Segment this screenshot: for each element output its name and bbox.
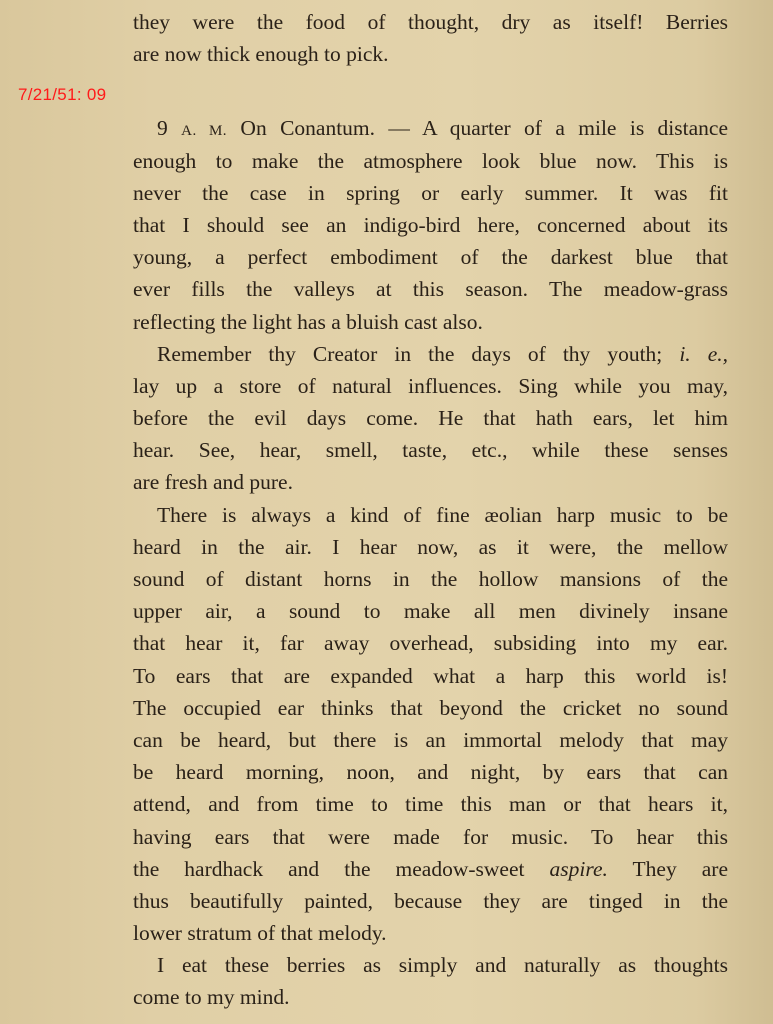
- text-line: be heard morning, noon, and night, by ears that can: [133, 760, 728, 785]
- text-line: ever fills the valleys at this season. The meadow-grass: [133, 277, 728, 302]
- paragraph-first-line: 9 A. M. On Conantum. — A quarter of a mile is distance: [157, 116, 728, 141]
- text-line: they were the food of thought, dry as itself! Berries: [133, 10, 728, 34]
- text-line: upper air, a sound to make all men divinely insane: [133, 599, 728, 624]
- paragraph-first-line: I eat these berries as simply and naturally as thoughts: [157, 953, 728, 978]
- page-text: [133, 6, 728, 1014]
- text-line: reflecting the light has a bluish cast also.: [133, 309, 483, 334]
- text-line: lay up a store of natural influences. Sing while you may,: [133, 373, 728, 398]
- text-line: To ears that are expanded what a harp this world is!: [133, 663, 728, 688]
- text-line: can be heard, but there is an immortal melody that may: [133, 727, 728, 752]
- text-line: hear. See, hear, smell, taste, etc., while these senses: [133, 438, 728, 463]
- text-line: are now thick enough to pick.: [133, 42, 389, 67]
- text-line: never the case in spring or early summer. It was fit: [133, 180, 728, 205]
- text-line: are fresh and pure.: [133, 470, 293, 495]
- text-line: enough to make the atmosphere look blue now. This is: [133, 148, 728, 173]
- text-line: heard in the air. I hear now, as it were, the mellow: [133, 534, 728, 559]
- text-line: that hear it, far away overhead, subsiding into my ear.: [133, 631, 728, 656]
- timestamp-annotation: 7/21/51: 09: [18, 85, 107, 104]
- text-line: before the evil days come. He that hath ears, let him: [133, 406, 728, 431]
- text-line: the hardhack and the meadow-sweet aspire. They are: [133, 856, 728, 881]
- paragraph-first-line: Remember thy Creator in the days of thy youth; i. e.,: [157, 341, 728, 366]
- text-line: sound of distant horns in the hollow mansions of the: [133, 567, 728, 591]
- text-line: lower stratum of that melody.: [133, 921, 387, 946]
- text-line: thus beautifully painted, because they are tinged in the: [133, 888, 728, 913]
- text-line: come to my mind.: [133, 985, 290, 1010]
- text-line: The occupied ear thinks that beyond the cricket no sound: [133, 695, 728, 720]
- paragraph-first-line: There is always a kind of fine æolian harp music to be: [157, 502, 728, 527]
- text-line: having ears that were made for music. To hear this: [133, 824, 728, 849]
- text-line: attend, and from time to time this man or that hears it,: [133, 792, 728, 817]
- text-line: young, a perfect embodiment of the darkest blue that: [133, 245, 728, 270]
- text-line: that I should see an indigo-bird here, concerned about its: [133, 212, 728, 237]
